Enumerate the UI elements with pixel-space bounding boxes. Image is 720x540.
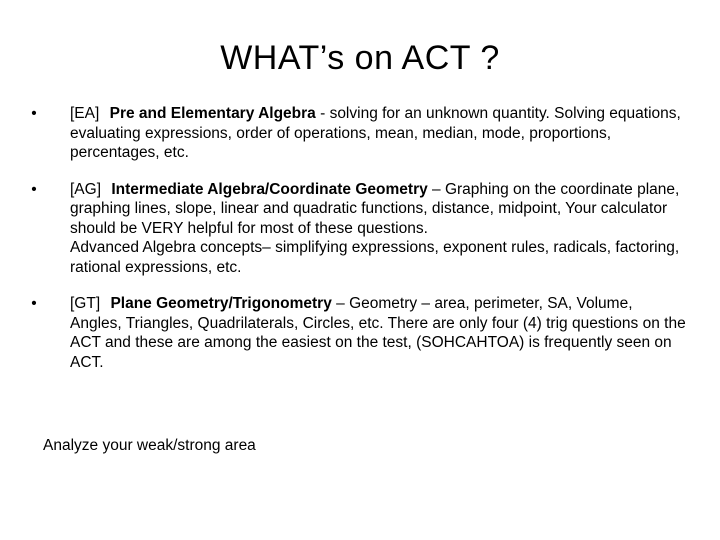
bullet-description: solving for an unknown quantity. Solving equations, evaluating expressions, order of operations, mean, median, mode, proportions, percentages, etc. — [70, 105, 681, 161]
bullet-separator: – — [331, 295, 350, 312]
bullet-item-ea — [26, 104, 686, 163]
bullet-separator: - — [315, 105, 330, 122]
bullet-code: [EA] — [70, 105, 100, 122]
bullet-description: Geometry – area, perimeter, SA, Volume, Angles, Triangles, Quadrilaterals, Circles, etc. There are only four (4) trig questions on the ACT and these are among the easiest on the test, (SOHCAHTOA) is frequently seen on ACT. — [70, 295, 686, 371]
bullet-description: Graphing on the coordinate plane, graphing lines, slope, linear and quadratic functions, distance, midpoint, Your calculator should be VERY helpful for most of these questions. — [70, 180, 680, 237]
bullet-topic: Plane Geometry/Trigonometry — [110, 295, 332, 312]
bullet-item-ag — [26, 180, 686, 278]
bullet-item-gt — [26, 294, 686, 372]
slide-title: WHAT’s on ACT ? — [220, 39, 500, 77]
bullet-code: [AG] — [70, 180, 102, 198]
bullet-list — [26, 104, 686, 389]
bullet-code: [GT] — [70, 295, 101, 312]
bullet-description-extra: Advanced Algebra concepts– simplifying expressions, exponent rules, radicals, factoring, rational expressions, etc. — [70, 239, 680, 276]
bullet-separator: – — [427, 180, 445, 198]
bullet-dot-icon: • — [31, 180, 37, 198]
bullet-topic: Intermediate Algebra/Coordinate Geometry — [111, 180, 428, 198]
bullet-dot-icon: • — [31, 295, 37, 312]
footer-note: Analyze your weak/strong area — [43, 437, 256, 454]
bullet-topic: Pre and Elementary Algebra — [109, 105, 316, 122]
bullet-dot-icon: • — [31, 105, 37, 122]
